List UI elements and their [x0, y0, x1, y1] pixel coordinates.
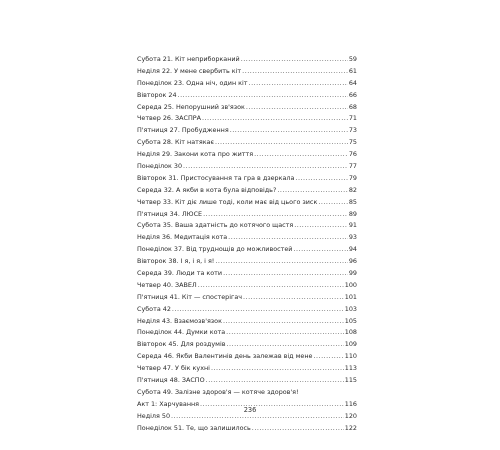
toc-entry-page: 120	[344, 411, 357, 420]
toc-entry	[137, 137, 357, 149]
dot-leader	[178, 90, 348, 102]
toc-entry-title: Неділя 22. У мене свербить кіт	[137, 66, 242, 75]
toc-entry	[137, 316, 357, 328]
toc-entry-title: Неділя 43. Взаємозв'язок	[137, 316, 222, 325]
toc-entry	[137, 220, 357, 232]
dot-leader	[249, 78, 348, 90]
dot-leader	[223, 268, 348, 280]
toc-entry-page: 115	[344, 376, 357, 385]
toc-entry-title: П'ятниця 48. ЗАСПО	[137, 376, 205, 385]
toc-entry	[137, 185, 357, 197]
toc-entry	[137, 125, 357, 137]
toc-entry	[137, 256, 357, 268]
dot-leader	[277, 185, 348, 197]
dot-leader	[211, 363, 344, 375]
toc-entry-title: Понеділок 30	[137, 162, 183, 171]
toc-entry	[137, 54, 357, 66]
toc-entry-page: 77	[348, 162, 357, 171]
table-of-contents	[137, 54, 357, 435]
toc-entry-title: Вівторок 38. І я, і я, і я!	[137, 257, 215, 266]
toc-entry-title: Неділя 50	[137, 411, 171, 420]
dot-leader	[318, 197, 348, 209]
toc-entry	[137, 387, 357, 399]
toc-entry-page: 96	[348, 257, 357, 266]
dot-leader	[230, 125, 348, 137]
toc-entry-page: 93	[348, 233, 357, 242]
toc-entry	[137, 351, 357, 363]
toc-entry-title: Вівторок 31. Пристосування та гра в дзеркала	[137, 173, 295, 182]
toc-entry-page: 116	[344, 399, 357, 408]
toc-entry-title: Вівторок 24	[137, 90, 177, 99]
toc-entry-title: П'ятниця 41. Кіт — спостерігач	[137, 292, 243, 301]
toc-entry	[137, 90, 357, 102]
toc-entry-page: 85	[348, 197, 357, 206]
toc-entry-page: 99	[348, 269, 357, 278]
toc-entry-page: 89	[348, 209, 357, 218]
toc-entry	[137, 173, 357, 185]
dot-leader	[252, 423, 344, 435]
dot-leader	[294, 220, 348, 232]
toc-entry	[137, 209, 357, 221]
toc-entry-title: Акт 1: Харчування	[137, 399, 200, 408]
toc-entry	[137, 149, 357, 161]
toc-entry-title: Понеділок 51. Те, що залишилось	[137, 423, 251, 432]
toc-entry	[137, 102, 357, 114]
toc-entry-page: 59	[348, 55, 357, 63]
dot-leader	[227, 339, 344, 351]
toc-entry-title: Четвер 26. ЗАСПРА	[137, 114, 201, 123]
toc-entry-page: 108	[344, 328, 357, 337]
dot-leader	[198, 280, 344, 292]
dot-leader	[215, 256, 347, 268]
dot-leader	[206, 375, 344, 387]
dot-leader	[202, 113, 348, 125]
toc-entry	[137, 244, 357, 256]
dot-leader	[313, 351, 343, 363]
toc-entry-page: 75	[348, 138, 357, 147]
dot-leader	[203, 209, 348, 221]
dot-leader	[241, 54, 348, 66]
toc-entry-title: Субота 21. Кіт неприборканий	[137, 55, 240, 63]
dot-leader	[243, 292, 344, 304]
toc-entry-title: Субота 35. Ваша здатність до котячого щастя	[137, 221, 294, 230]
toc-entry-title: Понеділок 44. Думки кота	[137, 328, 226, 337]
toc-entry-title: Понеділок 37. Від труднощів до можливостей	[137, 245, 293, 254]
toc-entry-page: 122	[344, 423, 357, 432]
toc-entry	[137, 78, 357, 90]
dot-leader	[228, 232, 348, 244]
dot-leader	[295, 173, 347, 185]
dot-leader	[172, 304, 344, 316]
toc-entry-page: 82	[348, 185, 357, 194]
toc-entry-page: 101	[344, 292, 357, 301]
toc-entry	[137, 327, 357, 339]
toc-entry-title: Неділя 29. Закони кота про життя	[137, 150, 254, 159]
toc-entry-page: 105	[344, 316, 357, 325]
toc-entry-page: 110	[344, 352, 357, 361]
toc-entry-title: П'ятниця 34. ЛЮСЕ	[137, 209, 203, 218]
toc-entry-title: Вівторок 45. Для роздумів	[137, 340, 226, 349]
toc-entry-title: Середа 25. Непорушний зв'язок	[137, 102, 245, 111]
toc-entry	[137, 161, 357, 173]
toc-entry-page: 76	[348, 150, 357, 159]
toc-entry	[137, 339, 357, 351]
toc-entry-page: 73	[348, 126, 357, 135]
toc-entry-title: Неділя 36. Медитація кота	[137, 233, 228, 242]
toc-entry-title: Субота 49. Залізне здоров'я — котяче здоров'я!	[137, 387, 299, 396]
dot-leader	[242, 66, 348, 78]
toc-entry-page: 109	[344, 340, 357, 349]
dot-leader	[215, 137, 348, 149]
toc-entry-page: 91	[348, 221, 357, 230]
toc-entry-page: 94	[348, 245, 357, 254]
toc-entry-page: 64	[348, 78, 357, 87]
toc-entry-title: Середа 46. Якби Валентинів день залежав від мене	[137, 352, 313, 361]
page-number: 236	[243, 406, 257, 414]
toc-entry	[137, 423, 357, 435]
toc-entry-title: Субота 28. Кіт натякає	[137, 138, 214, 147]
toc-entry	[137, 197, 357, 209]
toc-entry-title: Понеділок 23. Одна ніч, один кіт	[137, 78, 248, 87]
dot-leader	[223, 316, 344, 328]
toc-entry-page: 61	[348, 66, 357, 75]
toc-entry-title: Субота 42	[137, 304, 171, 313]
toc-entry	[137, 66, 357, 78]
toc-entry-title: Четвер 47. У бік кухні	[137, 364, 210, 373]
toc-entry	[137, 232, 357, 244]
toc-entry-page: 103	[344, 304, 357, 313]
toc-entry	[137, 363, 357, 375]
toc-entry	[137, 375, 357, 387]
toc-entry	[137, 268, 357, 280]
dot-leader	[246, 102, 348, 114]
dot-leader	[254, 149, 348, 161]
toc-entry	[137, 113, 357, 125]
toc-entry-title: Середа 39. Люди та коти	[137, 269, 223, 278]
toc-entry-page: 79	[348, 173, 357, 182]
toc-entry-page: 68	[348, 102, 357, 111]
toc-entry-title: Середа 32. А якби в кота була відповідь?	[137, 185, 277, 194]
toc-entry	[137, 280, 357, 292]
toc-entry-page: 113	[344, 364, 357, 373]
toc-entry-page: 66	[348, 90, 357, 99]
dot-leader	[293, 244, 347, 256]
toc-entry	[137, 292, 357, 304]
toc-entry-title: П'ятниця 27. Пробудження	[137, 126, 229, 135]
toc-entry-page: 100	[344, 280, 357, 289]
toc-entry-page: 71	[348, 114, 357, 123]
dot-leader	[183, 161, 348, 173]
toc-entry	[137, 304, 357, 316]
toc-entry-title: Четвер 40. ЗАВЕЛ	[137, 280, 197, 289]
toc-entry-title: Четвер 33. Кіт діє лише тоді, коли має від цього зиск	[137, 197, 318, 206]
dot-leader	[226, 327, 344, 339]
